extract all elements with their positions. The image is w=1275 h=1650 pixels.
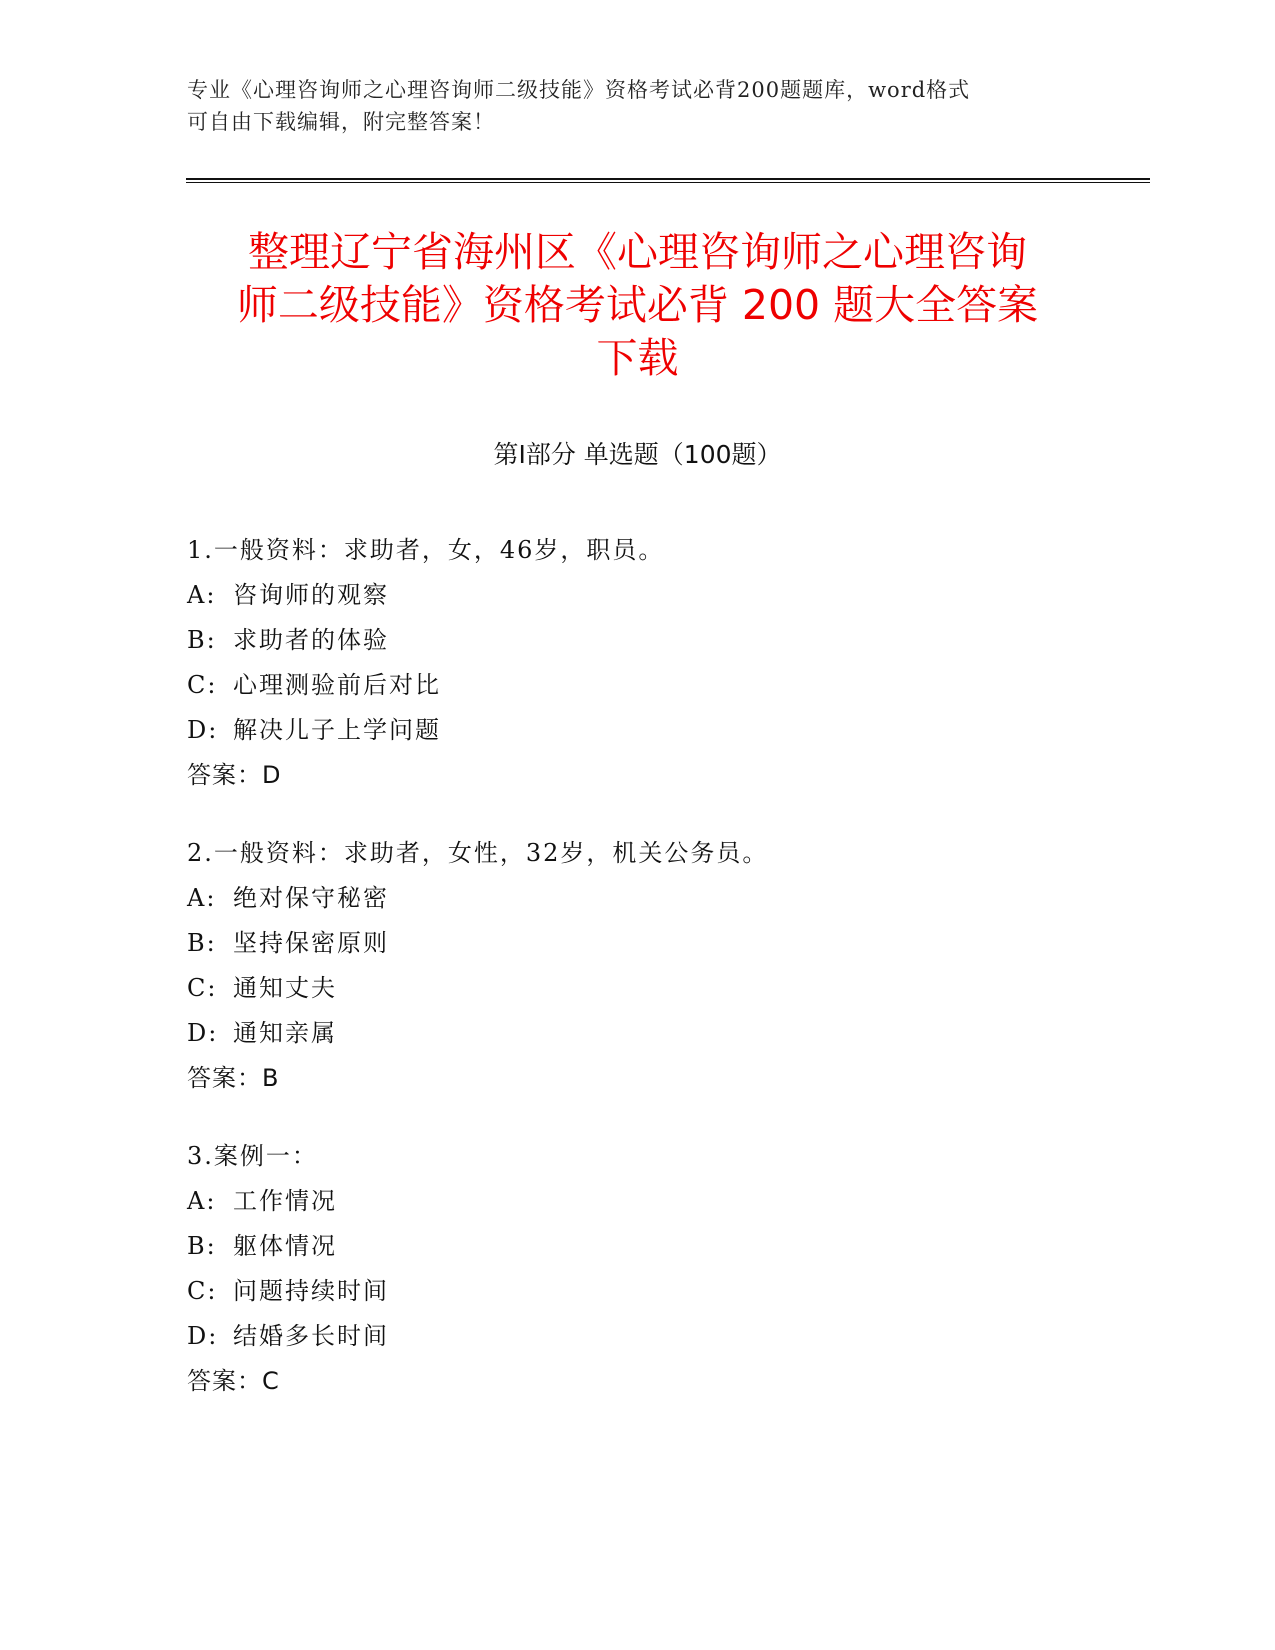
document-title-line-2: 师二级技能》资格考试必背 200 题大全答案: [236, 281, 1039, 329]
option-d: [187, 1011, 1087, 1056]
option-key: C:: [187, 1277, 218, 1305]
option-text: 工作情况: [233, 1187, 337, 1215]
option-b: [187, 921, 1087, 966]
question-stem: 1.一般资料：求助者，女，46岁，职员。: [187, 536, 665, 564]
header-note: [187, 74, 1067, 138]
option-key: C:: [187, 974, 218, 1002]
option-d: [187, 1314, 1087, 1359]
option-key: D:: [187, 716, 219, 744]
option-c: [187, 663, 1087, 708]
option-key: A:: [187, 1187, 217, 1215]
option-text: 躯体情况: [233, 1232, 337, 1260]
option-text: 求助者的体验: [233, 626, 389, 654]
option-key: B:: [187, 1232, 217, 1260]
option-text: 解决儿子上学问题: [233, 716, 441, 744]
section-heading: 第Ⅰ部分 单选题（100题）: [493, 440, 782, 469]
answer-line: 答案：C: [187, 1367, 280, 1395]
question-list: [187, 528, 1087, 1437]
option-key: D:: [187, 1322, 219, 1350]
option-text: 绝对保守秘密: [233, 884, 389, 912]
answer-line: 答案：B: [187, 1064, 280, 1092]
option-key: A:: [187, 581, 217, 609]
option-text: 通知丈夫: [233, 974, 337, 1002]
option-text: 问题持续时间: [233, 1277, 389, 1305]
header-note-line-1: 专业《心理咨询师之心理咨询师二级技能》资格考试必背200题题库，word格式: [187, 78, 971, 102]
option-key: B:: [187, 626, 217, 654]
answer-line: 答案：D: [187, 761, 282, 789]
option-b: [187, 618, 1087, 663]
header-divider-thick: [186, 178, 1150, 180]
question-stem: 3.案例一：: [187, 1142, 318, 1170]
question-item: [187, 1134, 1087, 1404]
option-a: [187, 573, 1087, 618]
document-title-line-1: 整理辽宁省海州区《心理咨询师之心理咨询: [248, 228, 1027, 276]
option-text: 坚持保密原则: [233, 929, 389, 957]
option-key: A:: [187, 884, 217, 912]
header-note-line-2: 可自由下载编辑，附完整答案！: [187, 110, 495, 134]
option-text: 咨询师的观察: [233, 581, 389, 609]
question-item: [187, 528, 1087, 798]
question-stem: 2.一般资料：求助者，女性，32岁，机关公务员。: [187, 839, 769, 867]
option-key: C:: [187, 671, 218, 699]
document-title-line-3: 下载: [596, 334, 679, 382]
header-divider-thin: [186, 182, 1150, 183]
option-b: [187, 1224, 1087, 1269]
option-key: D:: [187, 1019, 219, 1047]
question-item: [187, 831, 1087, 1101]
option-text: 结婚多长时间: [233, 1322, 389, 1350]
option-key: B:: [187, 929, 217, 957]
option-text: 通知亲属: [233, 1019, 337, 1047]
option-a: [187, 876, 1087, 921]
option-d: [187, 708, 1087, 753]
option-a: [187, 1179, 1087, 1224]
option-c: [187, 1269, 1087, 1314]
option-text: 心理测验前后对比: [233, 671, 441, 699]
document-title: [180, 226, 1095, 385]
option-c: [187, 966, 1087, 1011]
